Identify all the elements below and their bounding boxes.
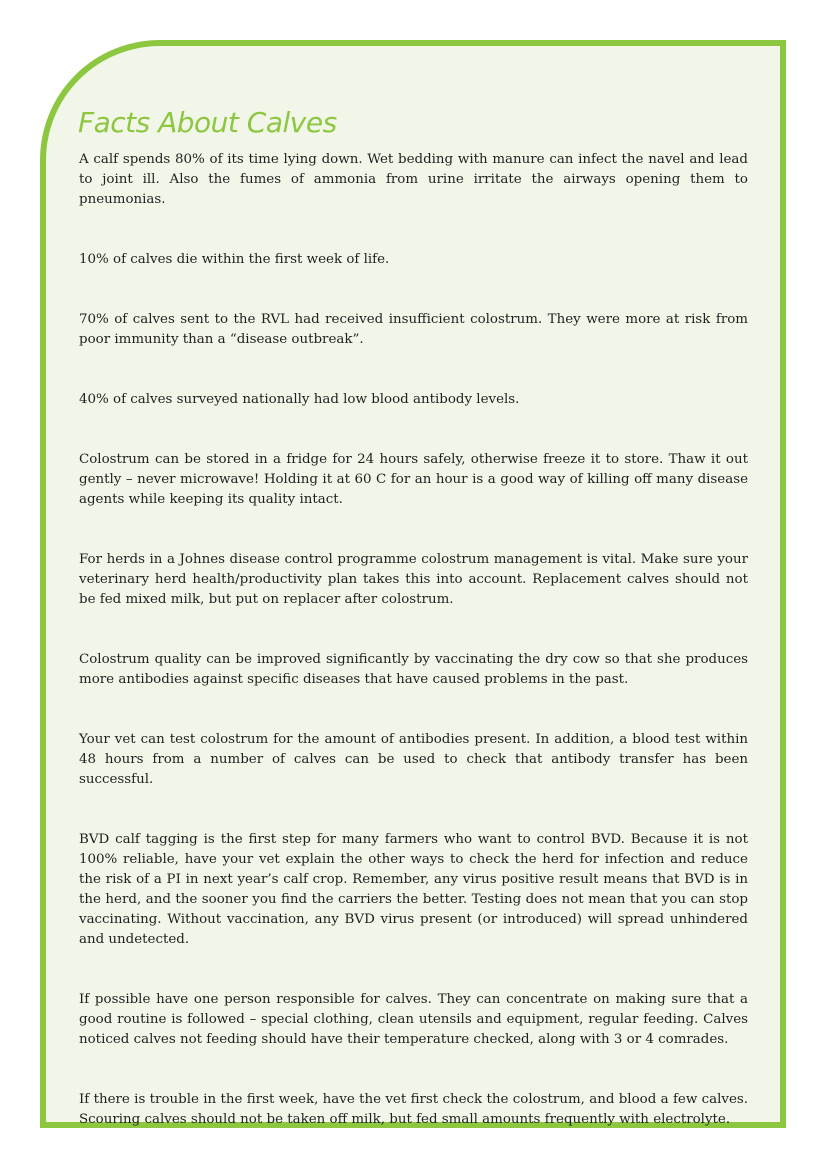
fact-paragraph-lying-down: A calf spends 80% of its time lying down. Wet bedding with manure can infect the navel and lead to joint ill. Also the fumes of ammonia from urine irritate the airways opening them to pneumonias. [79,152,748,207]
fact-paragraph-johnes: For herds in a Johnes disease control programme colostrum management is vital. Make sure your veterinary herd health/productivity plan takes this into account. Replacement calves should not be fed mixed milk, but put on replacer after colostrum. [79,552,748,607]
fact-paragraph-responsible-person: If possible have one person responsible for calves. They can concentrate on making sure that a good routine is followed – special clothing, clean utensils and equipment, regular feeding. Calves noticed calves not feeding should have their temperature checked, along with 3 or 4 comrades. [79,992,748,1047]
fact-paragraph-mortality: 10% of calves die within the first week of life. [79,252,390,267]
fact-paragraph-rvl-colostrum: 70% of calves sent to the RVL had received insufficient colostrum. They were more at risk from poor immunity than a “disease outbreak”. [79,312,748,347]
fact-paragraph-first-week-trouble: If there is trouble in the first week, have the vet first check the colostrum, and blood a few calves. Scouring calves should not be taken off milk, but fed small amounts frequently with electrolyte. [79,1092,748,1127]
fact-paragraph-colostrum-quality: Colostrum quality can be improved significantly by vaccinating the dry cow so that she produces more antibodies against specific diseases that have caused problems in the past. [79,652,748,687]
fact-paragraph-colostrum-testing: Your vet can test colostrum for the amount of antibodies present. In addition, a blood test within 48 hours from a number of calves can be used to check that antibody transfer has been successful. [79,732,748,787]
fact-paragraph-bvd: BVD calf tagging is the first step for many farmers who want to control BVD. Because it is not 100% reliable, have your vet explain the other ways to check the herd for infection and reduce the risk of a PI in next year’s calf crop. Remember, any virus positive result means that BVD is in the herd, and the sooner you find the carriers the better. Testing does not mean that you can stop vaccinating. Without vaccination, any BVD virus present (or introduced) will spread unhindered and undetected. [79,832,748,947]
facts-list [79,150,748,1170]
fact-paragraph-colostrum-storage: Colostrum can be stored in a fridge for 24 hours safely, otherwise freeze it to store. Thaw it out gently – never microwave! Holding it at 60 C for an hour is a good way of killing off many disease agents while keeping its quality intact. [79,452,748,507]
page-title: Facts About Calves [78,106,337,139]
fact-paragraph-antibody-levels: 40% of calves surveyed nationally had low blood antibody levels. [79,392,520,407]
